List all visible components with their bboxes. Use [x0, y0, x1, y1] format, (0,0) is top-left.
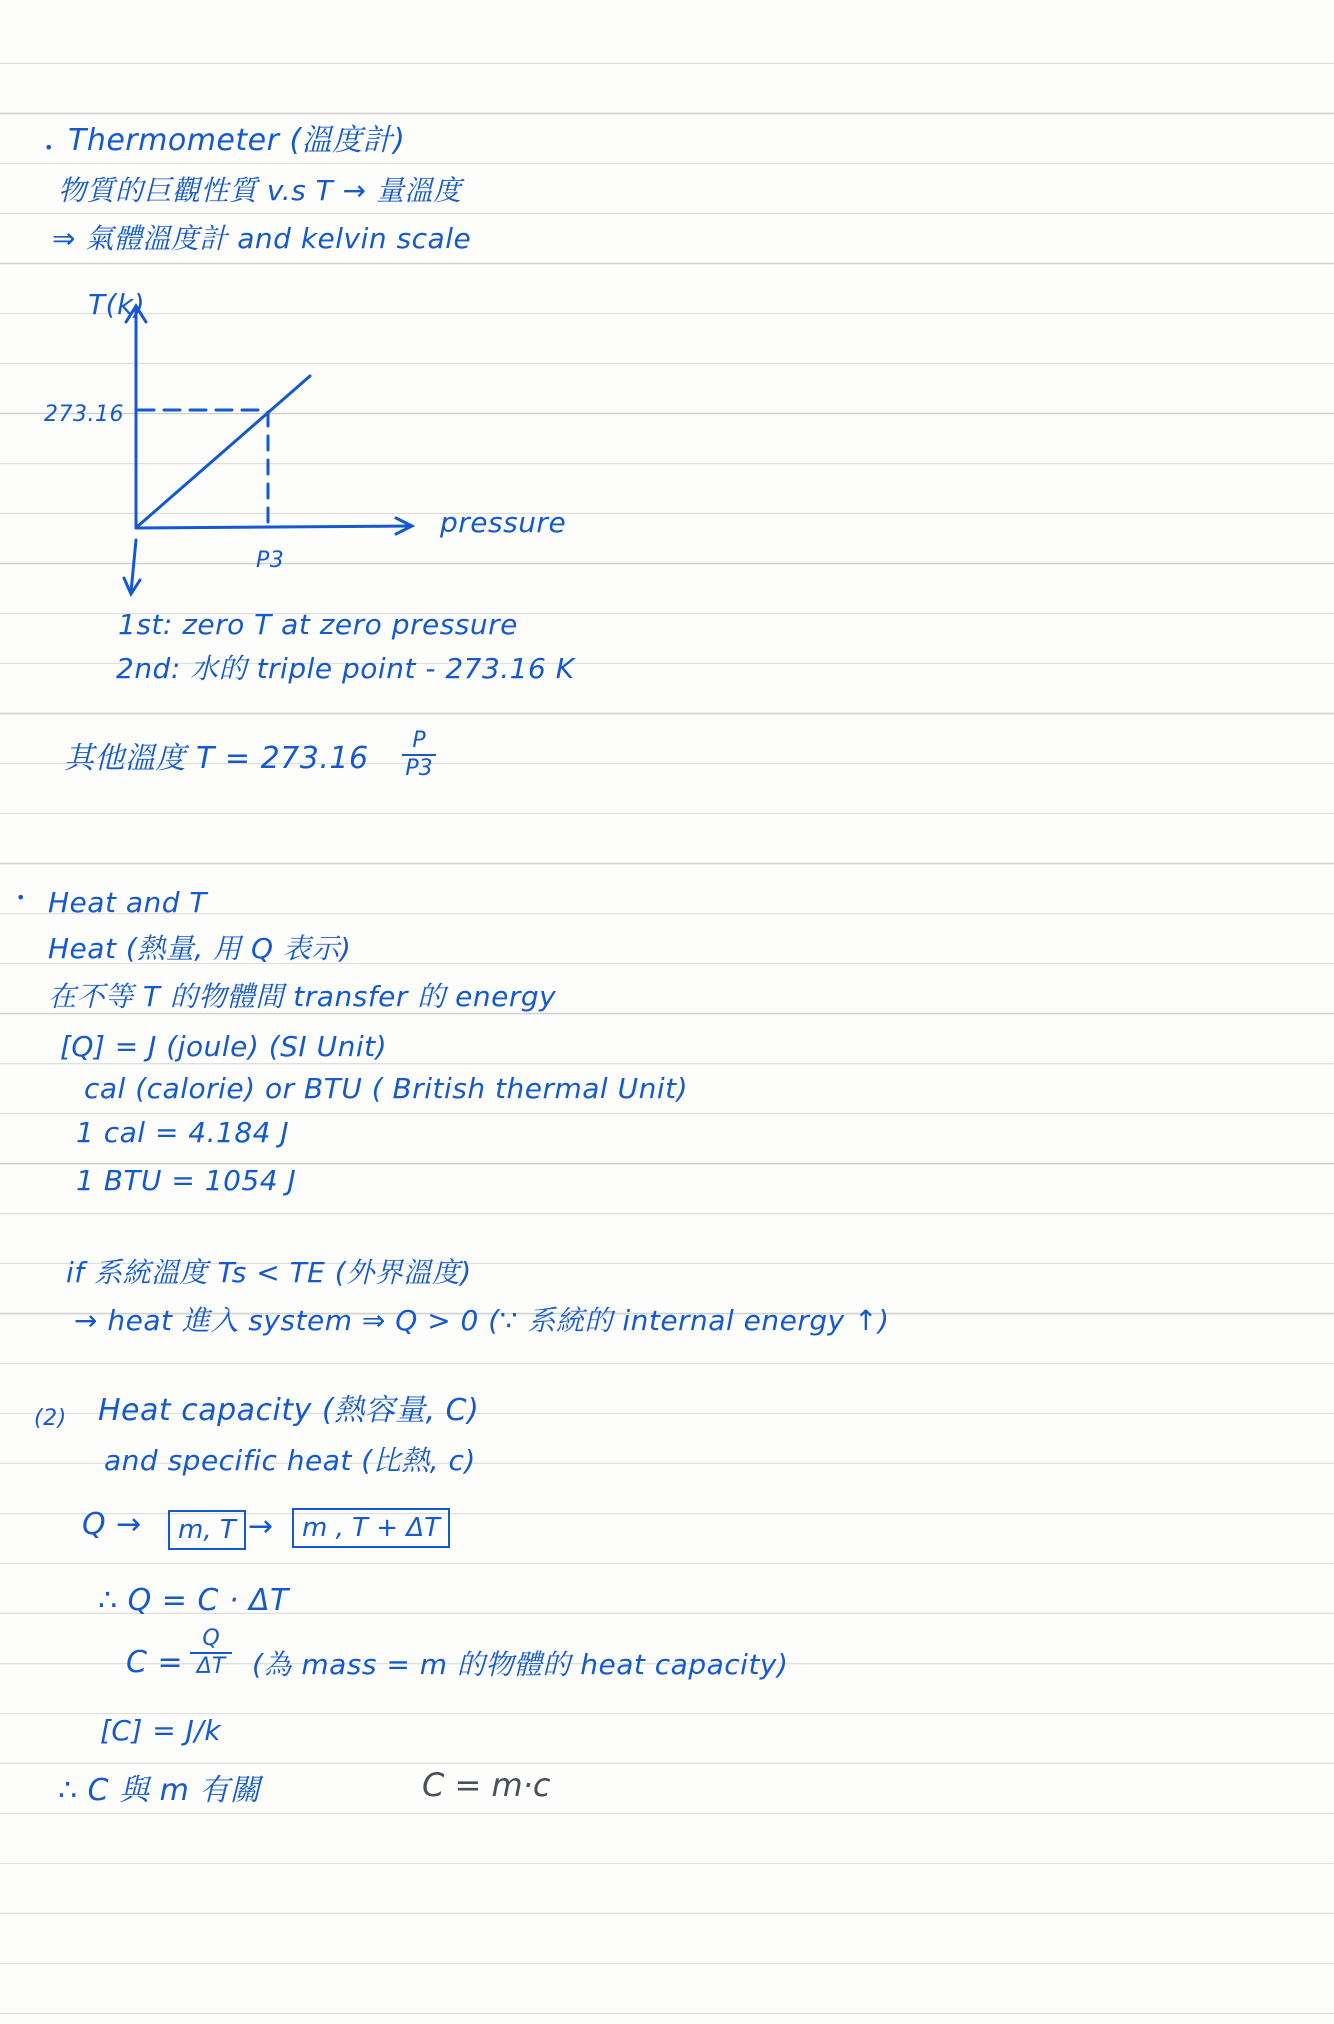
- final-state-box: m , T + ΔT: [292, 1508, 450, 1548]
- heat-line-1: Heat (熱量, 用 Q 表示): [48, 932, 352, 965]
- heat-capacity-heading: Heat capacity (熱容量, C): [98, 1393, 480, 1428]
- capacity-fraction-numerator: Q: [202, 1626, 220, 1651]
- heat-line-2: 在不等 T 的物體間 transfer 的 energy: [48, 980, 557, 1013]
- heat-flow-q-label: Q →: [82, 1507, 142, 1542]
- capacity-unit: [C] = J/k: [100, 1714, 222, 1747]
- graph-x-tick-p3: P3: [256, 548, 285, 573]
- graph-note-1: 1st: zero T at zero pressure: [118, 608, 518, 641]
- fraction-denominator: P3: [405, 756, 433, 781]
- initial-state-box: m, T: [168, 1510, 246, 1550]
- heat-result-line: → heat 進入 system ⇒ Q > 0 (∵ 系統的 internal energy ↑): [74, 1304, 890, 1337]
- bullet-thermometer: •: [44, 138, 54, 157]
- x-axis: [136, 526, 410, 528]
- pressure-ratio-fraction: [402, 730, 436, 780]
- graph-y-axis-label: T(k): [88, 288, 146, 321]
- downward-extrapolation-line: [131, 540, 136, 592]
- thermometer-heading: Thermometer (溫度計): [68, 123, 406, 158]
- capacity-definition-prefix: C =: [126, 1645, 184, 1680]
- temperature-pressure-line: [138, 376, 310, 526]
- specific-heat-line: and specific heat (比熱, c): [104, 1444, 476, 1477]
- heat-unit-line: [Q] = J (joule) (SI Unit): [60, 1030, 387, 1063]
- graph-y-tick-273-16: 273.16: [44, 402, 124, 427]
- capacity-definition-note: (為 mass = m 的物體的 heat capacity): [252, 1648, 789, 1681]
- calorie-conversion: 1 cal = 4.184 J: [76, 1116, 290, 1149]
- heat-other-units-line: cal (calorie) or BTU ( British thermal Unit): [84, 1072, 689, 1105]
- graph-note-2: 2nd: 水的 triple point - 273.16 K: [116, 652, 575, 685]
- thermometer-line-1: 物質的巨觀性質 v.s T → 量溫度: [58, 174, 462, 207]
- bullet-heat: •: [16, 888, 26, 907]
- capacity-mass-relation: ∴ C 與 m 有關: [58, 1773, 261, 1808]
- heat-capacity-equation: ∴ Q = C · ΔT: [98, 1583, 289, 1618]
- section-marker-2: (2): [34, 1406, 67, 1431]
- graph-x-axis-label: pressure: [440, 506, 567, 539]
- capacity-fraction-denominator: ΔT: [196, 1654, 226, 1679]
- heat-condition-line: if 系統溫度 Ts < TE (外界溫度): [66, 1256, 472, 1289]
- thermometer-line-2: ⇒ 氣體溫度計 and kelvin scale: [52, 222, 472, 255]
- state-transition-arrow: →: [248, 1509, 274, 1544]
- heat-heading: Heat and T: [48, 886, 207, 919]
- btu-conversion: 1 BTU = 1054 J: [76, 1164, 297, 1197]
- pencil-note-c-equals-mc: C = m·c: [422, 1766, 551, 1804]
- capacity-definition-fraction: [190, 1628, 232, 1678]
- other-temperature-formula: 其他溫度 T = 273.16: [64, 741, 369, 776]
- fraction-numerator: P: [412, 728, 426, 753]
